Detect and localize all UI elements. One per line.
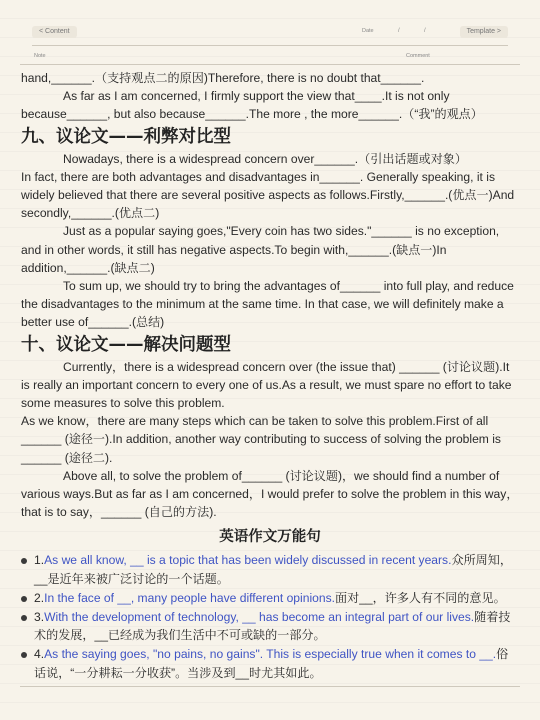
phrase-list xyxy=(21,551,519,681)
template-tab[interactable]: Template > xyxy=(460,26,508,38)
list-item xyxy=(21,589,519,607)
item-number: 3. xyxy=(34,610,45,625)
english-phrase: In the face of __, many people have different opinions. xyxy=(44,590,335,605)
paragraph: Just as a popular saying goes,"Every coin has two sides."______ is no exception, and in other words, it still has negative aspects.To begin with,______.(缺点一)In addition,______.(缺点二) xyxy=(21,224,500,275)
bullet-icon xyxy=(21,596,27,602)
note-label: Note xyxy=(34,53,46,59)
date-label: Date xyxy=(362,28,374,34)
list-item xyxy=(21,645,519,681)
english-phrase: With the development of technology, __ has become an integral part of our lives. xyxy=(44,610,475,625)
page-header xyxy=(32,26,508,40)
paragraph: Nowadays, there is a widespread concern over______.（引出话题或对象） xyxy=(63,151,467,166)
english-phrase: As we all know, __ is a topic that has been widely discussed in recent years. xyxy=(44,553,452,568)
note-content xyxy=(21,69,519,683)
paragraph: Above all, to solve the problem of______ (讨论议题)，we should find a number of various ways.But as far as I am concerned，I would prefer to solve the problem in this way，that is to say，______ (自己的方法). xyxy=(21,468,519,520)
item-number: 1. xyxy=(34,553,45,568)
paragraph: In fact, there are both advantages and disadvantages in______. Generally speaking, it is widely believed that there are several positive aspects as follows.Firstly,______.(优点一)And secondly,______.(优点二) xyxy=(21,169,515,221)
phrases-title: 英语作文万能句 xyxy=(219,529,321,546)
paragraph: Currently，there is a widespread concern over (the issue that) ______ (讨论议题).It is really an important concern to every one of us.As a result, we must spare no effort to take some measures to solve this problem. xyxy=(21,359,512,411)
footer-divider xyxy=(20,686,520,687)
item-number: 2. xyxy=(34,590,45,605)
paragraph: To sum up, we should try to bring the advantages of______ into full play, and reduce the disadvantages to the minimum at the same time. In that case, we will definitely make a better use of______.(总结) xyxy=(21,279,514,330)
chinese-translation: 众所周知，__是近年来被广泛讨论的一个话题。 xyxy=(34,553,512,586)
comment-label: Comment xyxy=(406,53,430,59)
date-slash: / xyxy=(398,28,400,34)
bullet-icon xyxy=(21,652,27,658)
paragraph: As we know，there are many steps which can be taken to solve this problem.First of all ______ (途径一).In addition, another way contributing to success of solving the problem is ______ (途径二). xyxy=(21,414,501,465)
chinese-translation: 面对__，许多人有不同的意见。 xyxy=(335,590,506,605)
text-line: hand,______.（支持观点二的原因)Therefore, there is no doubt that______. xyxy=(21,71,425,85)
paragraph: As far as I am concerned, I firmly support the view that____.It is not only because______, but also because______.The more , the more______.（“我”的观点） xyxy=(21,89,483,122)
list-item xyxy=(21,551,519,587)
bullet-icon xyxy=(21,615,27,621)
date-slash: / xyxy=(424,28,426,34)
bullet-icon xyxy=(21,558,27,564)
section-heading: 十、议论文——解决问题型 xyxy=(21,334,231,355)
header-divider xyxy=(20,64,520,65)
section-heading: 九、议论文——利弊对比型 xyxy=(21,126,231,147)
item-number: 4. xyxy=(34,647,45,662)
header-divider xyxy=(32,45,508,46)
chinese-translation: 俗话说，“一分耕耘一分收获”。当涉及到__时尤其如此。 xyxy=(34,647,509,680)
list-item xyxy=(21,608,519,644)
content-back-tab[interactable]: < Content xyxy=(32,26,77,38)
english-phrase: As the saying goes, "no pains, no gains". This is especially true when it comes to __. xyxy=(44,647,497,662)
chinese-translation: 随着技术的发展，__已经成为我们生活中不可或缺的一部分。 xyxy=(34,610,511,643)
header-labels xyxy=(32,53,508,61)
